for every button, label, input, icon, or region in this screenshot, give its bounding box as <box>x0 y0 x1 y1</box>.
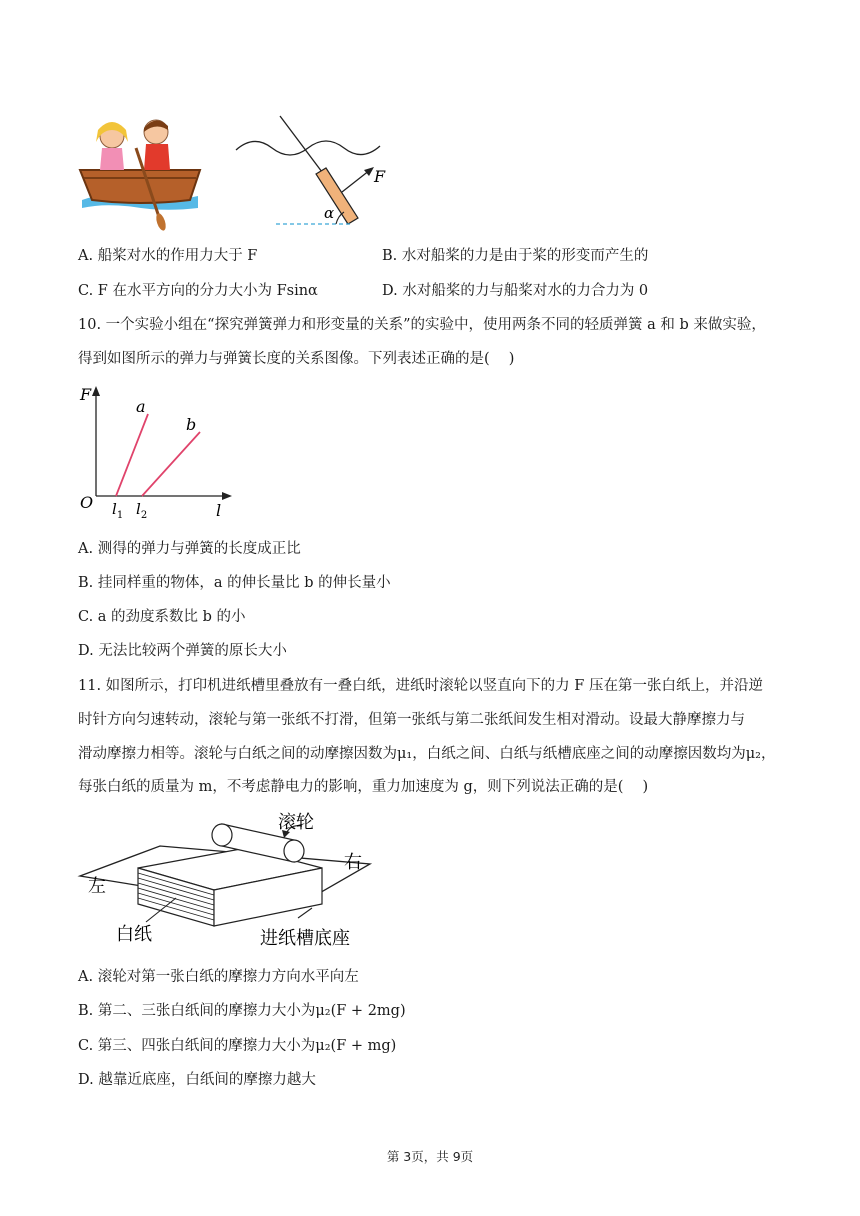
base-leader-line <box>298 908 312 918</box>
q11-printer-tray-figure <box>76 806 386 956</box>
force-arrow <box>342 170 370 192</box>
paper-label: 白纸 <box>116 924 152 945</box>
line-b <box>142 432 200 496</box>
q9-boat-illustration <box>74 108 208 232</box>
boy-body <box>144 144 170 170</box>
line-a <box>116 414 148 496</box>
q10-force-length-graph <box>76 380 246 526</box>
girl-body <box>100 148 124 170</box>
base-label: 进纸槽底座 <box>260 928 350 949</box>
angle-label: α <box>324 204 335 222</box>
q9-option-b: B. 水对船桨的力是由于桨的形变而产生的 <box>382 248 649 264</box>
q10-option-c: C. a 的劲度系数比 b 的小 <box>78 609 246 625</box>
boat <box>80 170 200 203</box>
q10-option-a: A. 测得的弹力与弹簧的长度成正比 <box>78 541 301 557</box>
q11-stem-line1: 11. 如图所示，打印机进纸槽里叠放有一叠白纸，进纸时滚轮以竖直向下的力 F 压在第一张白纸上，并沿逆 <box>78 678 763 694</box>
q9-option-a: A. 船桨对水的作用力大于 F <box>78 248 258 264</box>
oar-blade <box>316 168 358 224</box>
q11-stem-line2: 时针方向匀速转动，滚轮与第一张纸不打滑，但第一张纸与第二张纸间发生相对滑动。设最大静摩擦力与 <box>78 712 745 728</box>
y-axis-arrow <box>92 386 100 396</box>
q10-option-b: B. 挂同样重的物体，a 的伸长量比 b 的伸长量小 <box>78 575 391 591</box>
origin-label: O <box>80 493 94 512</box>
force-label: F <box>374 167 386 186</box>
page-footer: 第 3页，共 9页 <box>386 1149 474 1164</box>
q10-stem-line1: 10. 一个实验小组在“探究弹簧弹力和形变量的关系”的实验中，使用两条不同的轻质弹簧 a 和 b 来做实验， <box>78 317 766 333</box>
q11-stem-line3: 滑动摩擦力相等。滚轮与白纸之间的动摩擦因数为μ₁，白纸之间、白纸与纸槽底座之间的动摩擦因数均为μ₂， <box>78 746 776 762</box>
q11-stem-line4: 每张白纸的质量为 m，不考虑静电力的影响，重力加速度为 g，则下列说法正确的是( ) <box>78 779 649 795</box>
q9-option-c: C. F 在水平方向的分力大小为 Fsinα <box>78 283 318 299</box>
line-b-label: b <box>186 415 197 434</box>
q11-option-d: D. 越靠近底座，白纸间的摩擦力越大 <box>78 1072 316 1088</box>
roller-label: 滚轮 <box>278 812 314 833</box>
tick-l2: $l_2$ <box>136 500 148 521</box>
left-label: 左 <box>88 876 106 897</box>
q10-option-d: D. 无法比较两个弹簧的原长大小 <box>78 643 287 659</box>
x-axis-arrow <box>222 492 232 500</box>
y-axis-label: F <box>80 385 92 404</box>
q9-option-d: D. 水对船桨的力与船桨对水的力合力为 0 <box>382 283 649 299</box>
q11-option-b: B. 第二、三张白纸间的摩擦力大小为μ₂(F + 2mg) <box>78 1003 406 1019</box>
right-label: 右 <box>344 852 362 873</box>
tick-l1: $l_1$ <box>112 500 124 521</box>
q11-option-c: C. 第三、四张白纸间的摩擦力大小为μ₂(F + mg) <box>78 1038 397 1054</box>
q11-option-a: A. 滚轮对第一张白纸的摩擦力方向水平向左 <box>78 969 359 985</box>
line-a-label: a <box>136 397 146 416</box>
q9-oar-force-diagram <box>232 112 392 230</box>
q10-stem-line2: 得到如图所示的弹力与弹簧长度的关系图像。下列表述正确的是( ) <box>78 351 515 367</box>
x-axis-label: l <box>216 501 222 520</box>
